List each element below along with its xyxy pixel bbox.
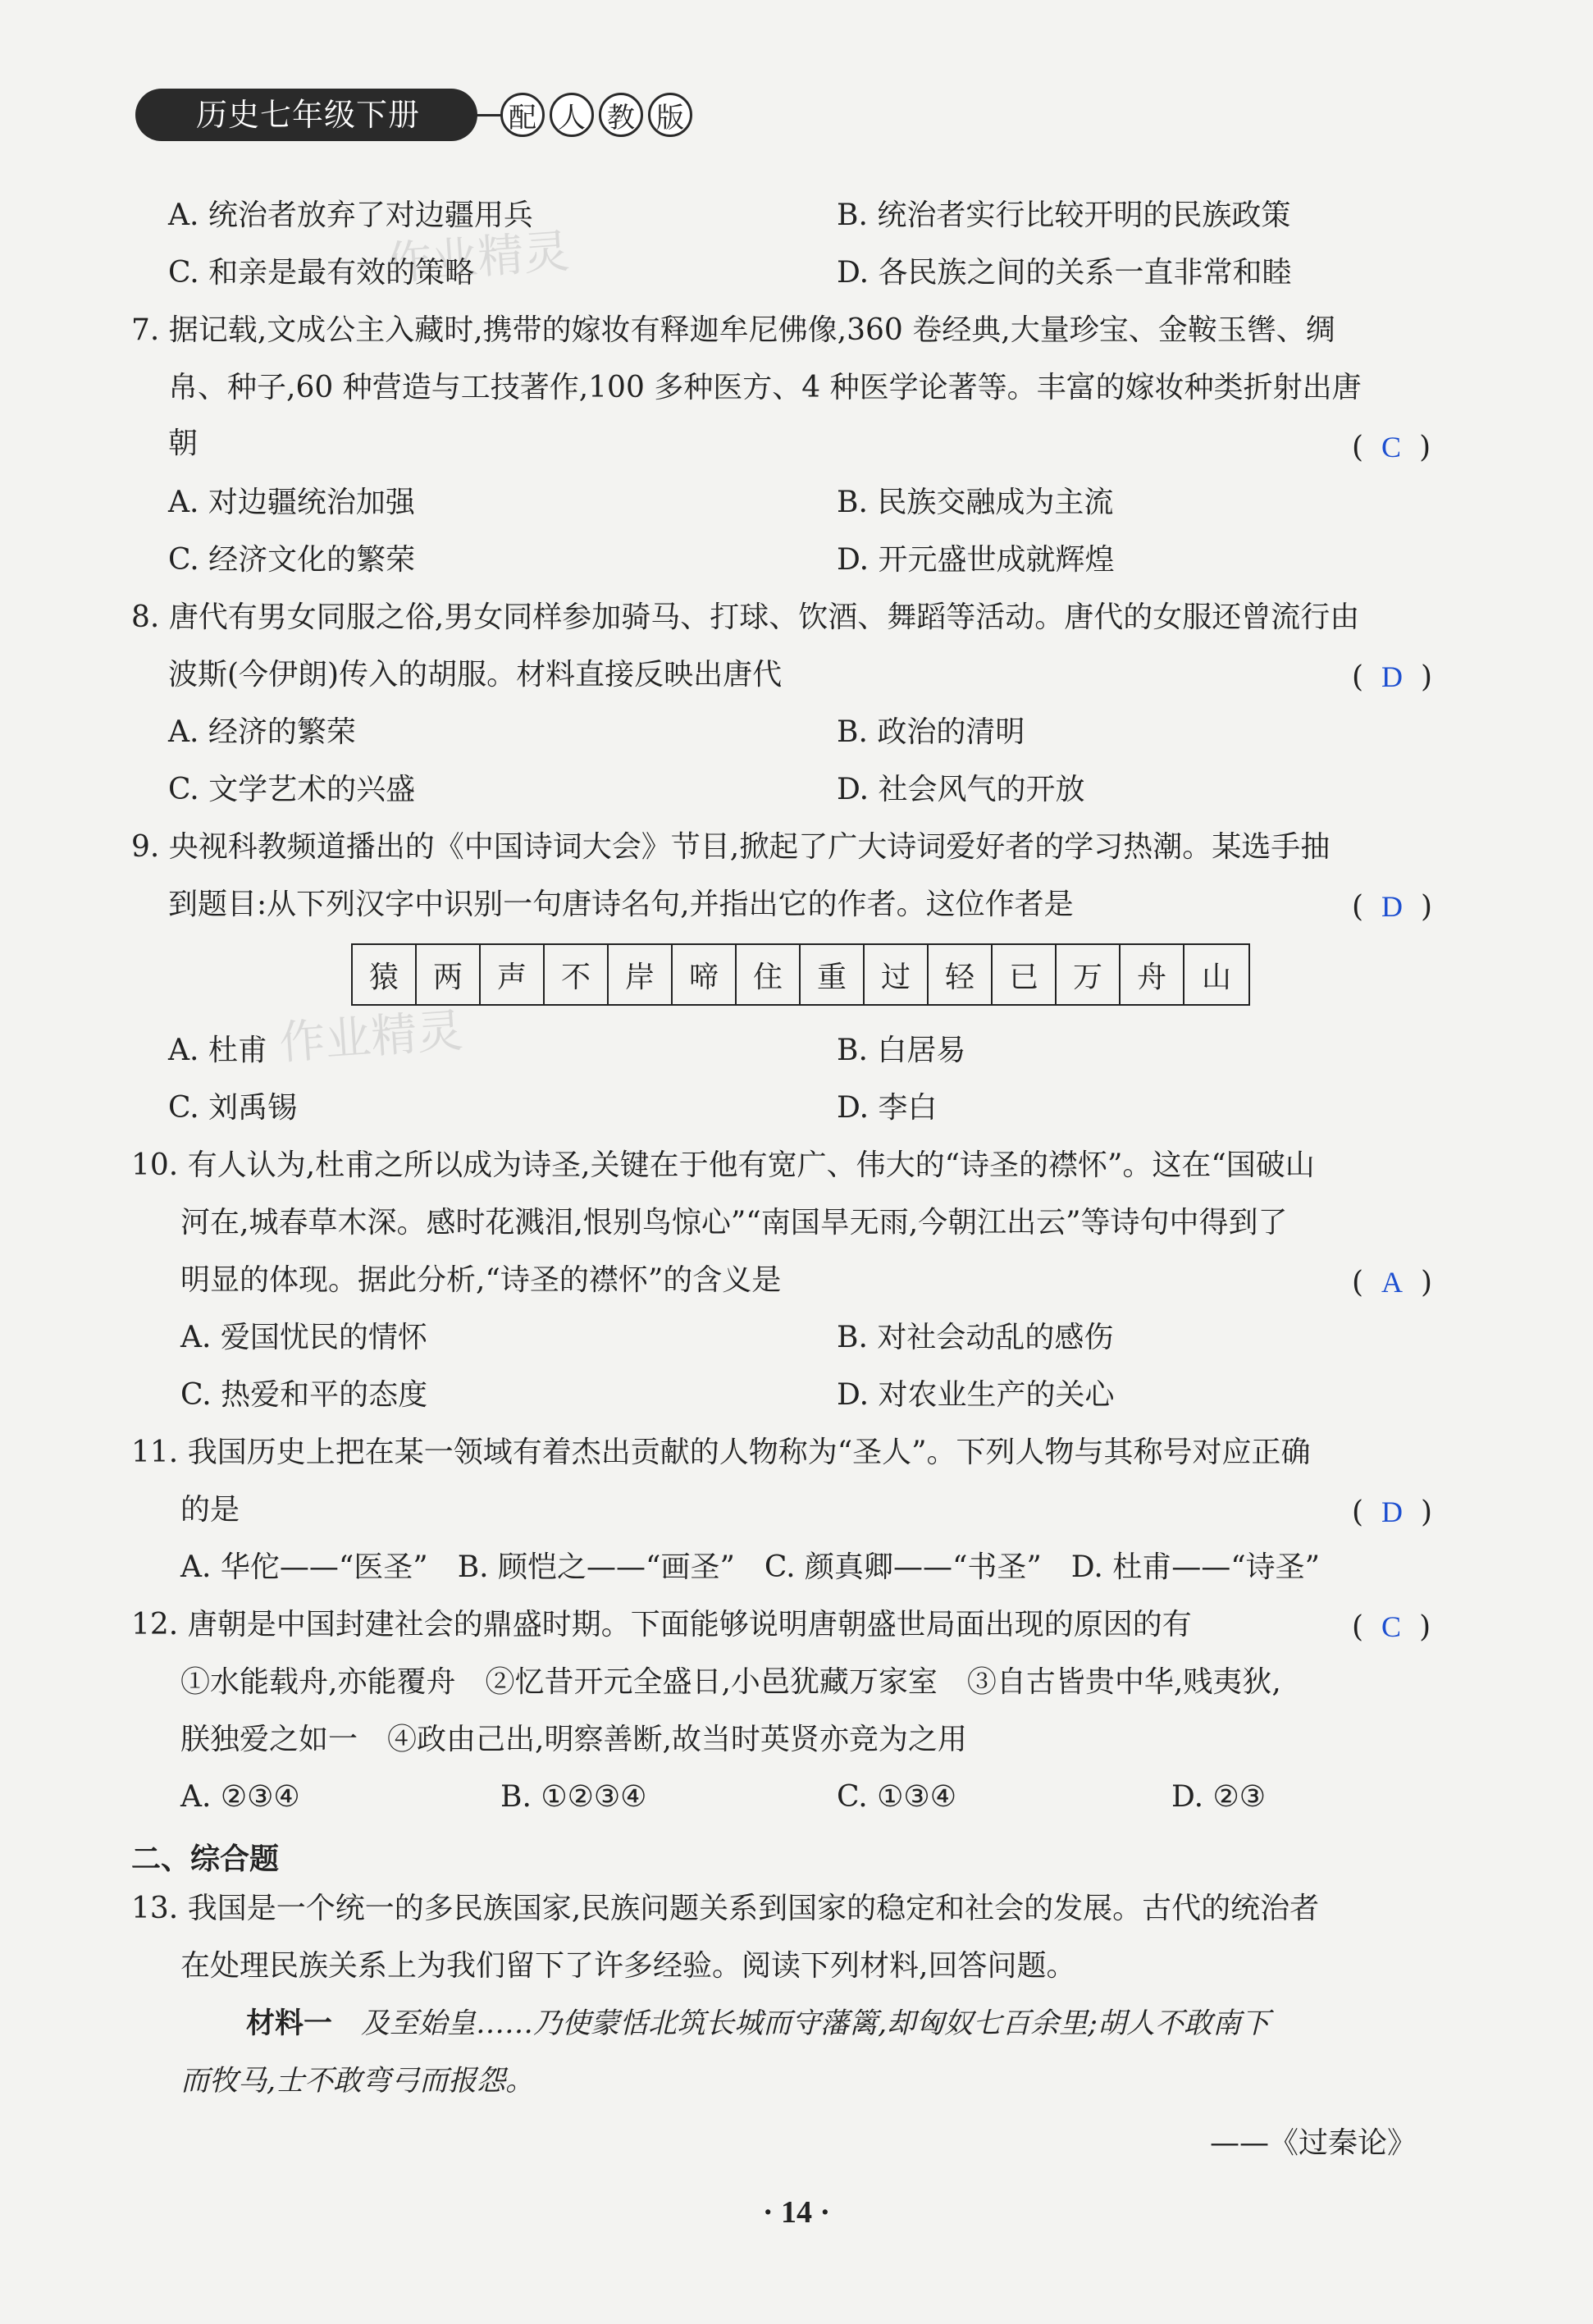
q12-stem-line: 12. 唐朝是中国封建社会的鼎盛时期。下面能够说明唐朝盛世局面出现的原因的有 (131, 1608, 1192, 1641)
q10-stem-line: 10. 有人认为,杜甫之所以成为诗圣,关键在于他有宽广、伟大的“诗圣的襟怀”。这在“国破山 (131, 1148, 1315, 1182)
grid-char: 山 (1201, 960, 1231, 994)
q7-stem-line: 帛、种子,60 种营造与工技著作,100 多种医方、4 种医学论著等。丰富的嫁妆种类折射出唐 (168, 371, 1362, 404)
q13-stem-line: 13. 我国是一个统一的多民族国家,民族问题关系到国家的稳定和社会的发展。古代的统治者 (131, 1892, 1320, 1925)
q12-answer: ( C ) (1352, 1610, 1431, 1644)
q12-option-a: A. ②③④ (180, 1780, 300, 1814)
q10-option-d: D. 对农业生产的关心 (837, 1378, 1115, 1412)
q7-answer: ( C ) (1352, 431, 1431, 464)
q9-option-d: D. 李白 (837, 1091, 938, 1125)
edition-char: 教 (599, 93, 643, 137)
grid-char: 啼 (673, 945, 737, 1004)
grid-char: 舟 (1121, 945, 1184, 1004)
q13-stem-line: 在处理民族关系上为我们留下了许多经验。阅读下列材料,回答问题。 (180, 1949, 1076, 1983)
section-title: 二、综合题 (131, 1842, 280, 1876)
q7-stem-line: 朝 (168, 427, 199, 460)
q8-option-c: C. 文学艺术的兴盛 (168, 773, 416, 806)
header (135, 89, 692, 141)
q12-option-b: B. ①②③④ (500, 1780, 647, 1814)
q11-options: A. 华佗——“医圣” B. 顾恺之——“画圣” C. 颜真卿——“书圣” D. 杜甫——“诗圣” (180, 1550, 1321, 1584)
q6-option-c: C. 和亲是最有效的策略 (168, 256, 475, 290)
q10-answer: ( A ) (1352, 1266, 1433, 1299)
q7-option-b: B. 民族交融成为主流 (837, 486, 1114, 519)
grid-char: 猿 (353, 945, 417, 1004)
q6-option-b: B. 统治者实行比较开明的民族政策 (837, 199, 1291, 232)
q8-option-d: D. 社会风气的开放 (837, 773, 1085, 806)
q9-option-b: B. 白居易 (837, 1034, 966, 1067)
material-label: 材料一 (246, 2007, 333, 2040)
q9-stem-line: 到题目:从下列汉字中识别一句唐诗名句,并指出它的作者。这位作者是 (168, 888, 1074, 921)
grid-char: 已 (993, 945, 1057, 1004)
grid-char: 声 (481, 945, 545, 1004)
q9-answer: ( D ) (1352, 890, 1433, 924)
q7-option-d: D. 开元盛世成就辉煌 (837, 543, 1115, 577)
q9-option-c: C. 刘禹锡 (168, 1091, 298, 1125)
grid-char: 过 (865, 945, 929, 1004)
q12-option-d: D. ②③ (1171, 1780, 1267, 1814)
q12-option-c: C. ①③④ (837, 1780, 956, 1814)
grid-char: 住 (737, 945, 801, 1004)
q7-option-a: A. 对边疆统治加强 (168, 486, 415, 519)
q11-stem-line: 的是 (180, 1493, 240, 1527)
header-connector (468, 114, 500, 116)
q10-option-a: A. 爱国忧民的情怀 (180, 1321, 427, 1354)
q10-option-b: B. 对社会动乱的感伤 (837, 1321, 1114, 1354)
q9-option-a: A. 杜甫 (168, 1034, 267, 1067)
material-text: 及至始皇……乃使蒙恬北筑长城而守藩篱,却匈奴七百余里;胡人不敢南下 (361, 2007, 1270, 2040)
q12-stem-line: ①水能载舟,亦能覆舟 ②忆昔开元全盛日,小邑犹藏万家室 ③自古皆贵中华,贱夷狄, (180, 1665, 1281, 1699)
book-title: 历史七年级下册 (135, 89, 477, 141)
q8-option-b: B. 政治的清明 (837, 715, 1025, 749)
q7-stem-line: 7. 据记载,文成公主入藏时,携带的嫁妆有释迦牟尼佛像,360 卷经典,大量珍宝、金鞍玉辔、绸 (131, 313, 1335, 347)
q10-stem-line: 河在,城春草木深。感时花溅泪,恨别鸟惊心”“南国旱无雨,今朝江出云”等诗句中得到了 (180, 1206, 1288, 1240)
q6-option-d: D. 各民族之间的关系一直非常和睦 (837, 256, 1292, 290)
grid-char: 重 (801, 945, 865, 1004)
material-text-cont: 而牧马,士不敢弯弓而报怨。 (180, 2065, 535, 2098)
grid-char: 岸 (609, 945, 673, 1004)
grid-char: 不 (545, 945, 609, 1004)
q8-stem-line: 8. 唐代有男女同服之俗,男女同样参加骑马、打球、饮酒、舞蹈等活动。唐代的女服还曾流行由 (131, 600, 1360, 634)
q6-option-a: A. 统治者放弃了对边疆用兵 (168, 199, 533, 232)
q12-stem-line: 朕独爱之如一 ④政由己出,明察善断,故当时英贤亦竞为之用 (180, 1723, 967, 1756)
q10-stem-line: 明显的体现。据此分析,“诗圣的襟怀”的含义是 (180, 1263, 782, 1297)
q8-stem-line: 波斯(今伊朗)传入的胡服。材料直接反映出唐代 (168, 658, 783, 692)
q11-stem-line: 11. 我国历史上把在某一领域有着杰出贡献的人物称为“圣人”。下列人物与其称号对应正确 (131, 1436, 1311, 1469)
q11-answer: ( D ) (1352, 1495, 1433, 1529)
edition-char: 配 (500, 93, 545, 137)
grid-char: 轻 (929, 945, 993, 1004)
grid-char: 万 (1057, 945, 1121, 1004)
character-grid (351, 943, 1250, 1006)
edition-char: 版 (648, 93, 692, 137)
edition-char: 人 (550, 93, 594, 137)
material-source: ——《过秦论》 (1210, 2126, 1417, 2160)
q8-option-a: A. 经济的繁荣 (168, 715, 356, 749)
page-number: · 14 · (762, 2195, 831, 2230)
edition-badges (500, 93, 692, 137)
watermark: 作业精灵 (277, 1004, 465, 1071)
q10-option-c: C. 热爱和平的态度 (180, 1378, 428, 1412)
watermark: 作业精灵 (384, 225, 572, 291)
q9-stem-line: 9. 央视科教频道播出的《中国诗词大会》节目,掀起了广大诗词爱好者的学习热潮。某选手抽 (131, 830, 1331, 864)
q8-answer: ( D ) (1352, 660, 1433, 694)
grid-char: 两 (417, 945, 481, 1004)
material-one (246, 2005, 1270, 2043)
q7-option-c: C. 经济文化的繁荣 (168, 543, 416, 577)
